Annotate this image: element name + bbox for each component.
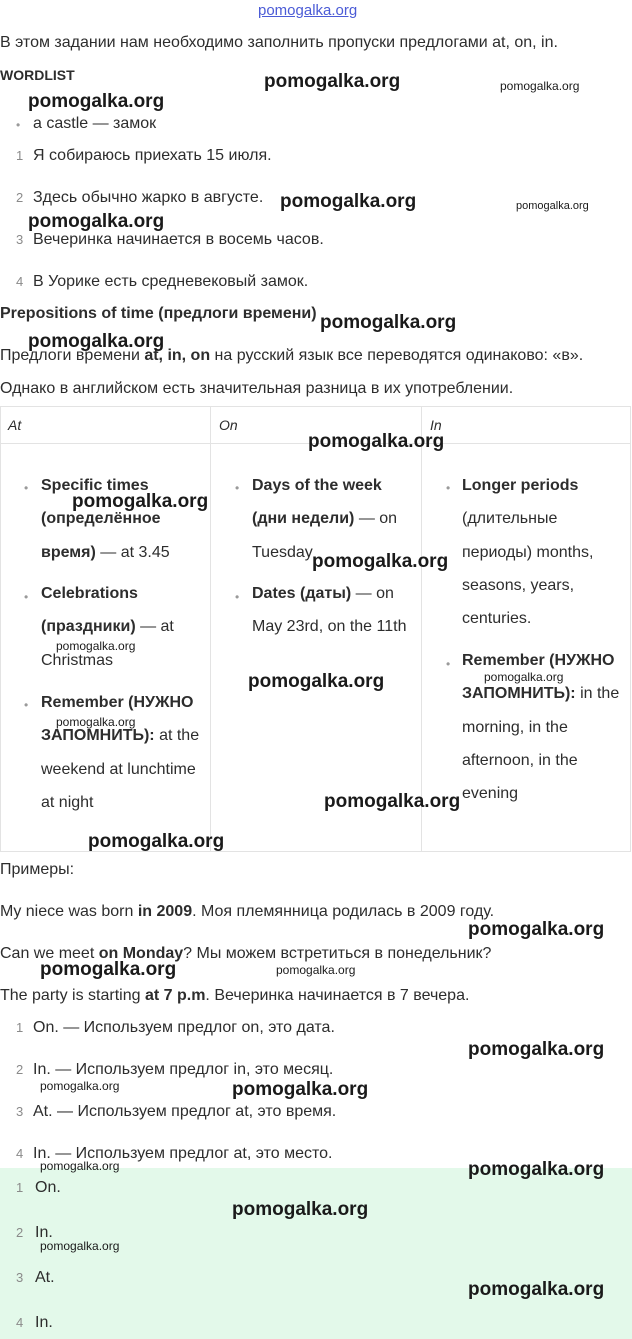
- answer-item: On.: [35, 1179, 61, 1196]
- list-number: 1: [16, 1020, 24, 1035]
- watermark: pomogalka.org: [28, 331, 165, 352]
- explanation-item: At. — Используем предлог at, это время.: [33, 1103, 337, 1120]
- list-number: 2: [16, 1225, 24, 1240]
- list-item: В Уорике есть средневековый замок.: [33, 273, 309, 290]
- table-divider: [210, 406, 211, 852]
- watermark: pomogalka.org: [280, 191, 417, 212]
- answer-item: In.: [35, 1224, 53, 1241]
- prepositions-title: Prepositions of time (предлоги времени): [0, 305, 317, 322]
- bullet-dot: •: [24, 698, 29, 712]
- intro-text: В этом задании нам необходимо заполнить пропуски предлогами at, on, in.: [0, 34, 558, 51]
- list-item: Здесь обычно жарко в августе.: [33, 189, 264, 206]
- watermark: pomogalka.org: [56, 639, 136, 653]
- bullet-dot: •: [235, 481, 240, 495]
- text-part-bold: in 2009: [137, 903, 193, 920]
- text-part: My niece was born: [0, 903, 138, 920]
- bullet-dot: •: [446, 481, 451, 495]
- watermark: pomogalka.org: [468, 919, 605, 940]
- example-sentence: [0, 986, 469, 1006]
- watermark: pomogalka.org: [468, 1159, 605, 1180]
- answers-box: [0, 1168, 632, 1339]
- rule-term: Remember (НУЖНО ЗАПОМНИТЬ):: [462, 652, 615, 703]
- list-item: Вечеринка начинается в восемь часов.: [33, 231, 324, 248]
- list-number: 2: [16, 1062, 24, 1077]
- watermark: pomogalka.org: [232, 1199, 369, 1220]
- watermark: pomogalka.org: [264, 71, 401, 92]
- explanation-item: In. — Используем предлог in, это месяц.: [33, 1061, 334, 1078]
- watermark: pomogalka.org: [484, 670, 564, 684]
- example-sentence: [0, 902, 494, 922]
- on-rule-2: [252, 577, 417, 644]
- explanation-item: In. — Используем предлог at, это место.: [33, 1145, 333, 1162]
- list-number: 3: [16, 1270, 24, 1285]
- rule-example: at the weekend at lunchtime at night: [41, 727, 200, 811]
- watermark: pomogalka.org: [500, 79, 580, 93]
- watermark: pomogalka.org: [308, 431, 445, 452]
- watermark: pomogalka.org: [468, 1279, 605, 1300]
- prepositions-line2: Однако в английском есть значительная разница в их употреблении.: [0, 380, 514, 397]
- list-number: 4: [16, 1315, 24, 1330]
- list-number: 2: [16, 190, 24, 205]
- table-header-on: On: [219, 417, 238, 433]
- bullet-dot: •: [16, 118, 21, 132]
- watermark: pomogalka.org: [232, 1079, 369, 1100]
- watermark: pomogalka.org: [28, 211, 165, 232]
- answer-item: At.: [35, 1269, 55, 1286]
- wordlist-title: WORDLIST: [0, 67, 75, 83]
- rule-term: Celebrations (праздники): [41, 585, 138, 636]
- rule-term: Remember (НУЖНО ЗАПОМНИТЬ):: [41, 694, 194, 745]
- bullet-dot: •: [24, 590, 29, 604]
- table-header-at: At: [8, 417, 22, 433]
- wordlist-bullet-item: a castle — замок: [33, 115, 157, 132]
- watermark: pomogalka.org: [248, 671, 385, 692]
- watermark: pomogalka.org: [312, 551, 449, 572]
- bullet-dot: •: [235, 590, 240, 604]
- bullet-dot: •: [446, 657, 451, 671]
- table-divider: [421, 406, 422, 852]
- list-number: 1: [16, 148, 24, 163]
- text-part: ? Мы можем встретиться в понедельник?: [183, 945, 492, 962]
- at-rule-1: [41, 469, 209, 569]
- text-part: . Моя племянница родилась в 2009 году.: [192, 903, 495, 920]
- watermark: pomogalka.org: [320, 312, 457, 333]
- rule-term: Dates (даты): [252, 585, 352, 602]
- watermark: pomogalka.org: [516, 200, 589, 212]
- watermark: pomogalka.org: [276, 963, 356, 977]
- text-part-bold: at 7 p.m: [144, 987, 206, 1004]
- answer-item: In.: [35, 1314, 53, 1331]
- site-link[interactable]: pomogalka.org: [258, 2, 358, 19]
- text-part-bold: at, in, on: [144, 347, 211, 364]
- rule-example: — at 3.45: [95, 543, 170, 561]
- list-number: 4: [16, 1146, 24, 1161]
- watermark: pomogalka.org: [40, 1079, 120, 1093]
- rule-term: Specific times (определённое время): [41, 477, 161, 561]
- in-rule-2: [462, 644, 622, 810]
- rule-example: (длительные периоды) months, seasons, years, centuries.: [462, 510, 594, 628]
- rule-term: Longer periods: [462, 477, 579, 494]
- text-part: на русский язык все переводятся одинаково: «в».: [210, 347, 584, 364]
- rule-example: — at Christmas: [41, 618, 174, 669]
- watermark: pomogalka.org: [324, 791, 461, 812]
- watermark: pomogalka.org: [40, 959, 177, 980]
- list-number: 4: [16, 274, 24, 289]
- watermark: pomogalka.org: [72, 491, 209, 512]
- watermark: pomogalka.org: [468, 1039, 605, 1060]
- examples-title: Примеры:: [0, 861, 75, 878]
- text-part-bold: on Monday: [98, 945, 184, 962]
- text-part: Предлоги времени: [0, 347, 145, 364]
- list-number: 3: [16, 232, 24, 247]
- text-part: The party is starting: [0, 987, 145, 1004]
- watermark: pomogalka.org: [56, 715, 136, 729]
- table-header-in: In: [430, 417, 442, 433]
- list-number: 1: [16, 1180, 24, 1195]
- at-rule-3: [41, 686, 201, 819]
- watermark: pomogalka.org: [88, 831, 225, 852]
- watermark: pomogalka.org: [40, 1239, 120, 1253]
- at-rule-2: [41, 577, 206, 677]
- explanation-item: On. — Используем предлог on, это дата.: [33, 1019, 335, 1036]
- rule-example: in the morning, in the afternoon, in the evening: [462, 685, 620, 803]
- watermark: pomogalka.org: [40, 1159, 120, 1173]
- list-number: 3: [16, 1104, 24, 1119]
- rule-example: — on Tuesday: [252, 510, 398, 561]
- list-item: Я собираюсь приехать 15 июля.: [33, 147, 272, 164]
- text-part: Can we meet: [0, 945, 99, 962]
- in-rule-1: [462, 469, 622, 635]
- rule-term: Days of the week (дни недели): [252, 477, 382, 528]
- watermark: pomogalka.org: [28, 91, 165, 112]
- bullet-dot: •: [24, 481, 29, 495]
- text-part: . Вечеринка начинается в 7 вечера.: [205, 987, 470, 1004]
- rule-example: — on May 23rd, on the 11th: [252, 585, 407, 636]
